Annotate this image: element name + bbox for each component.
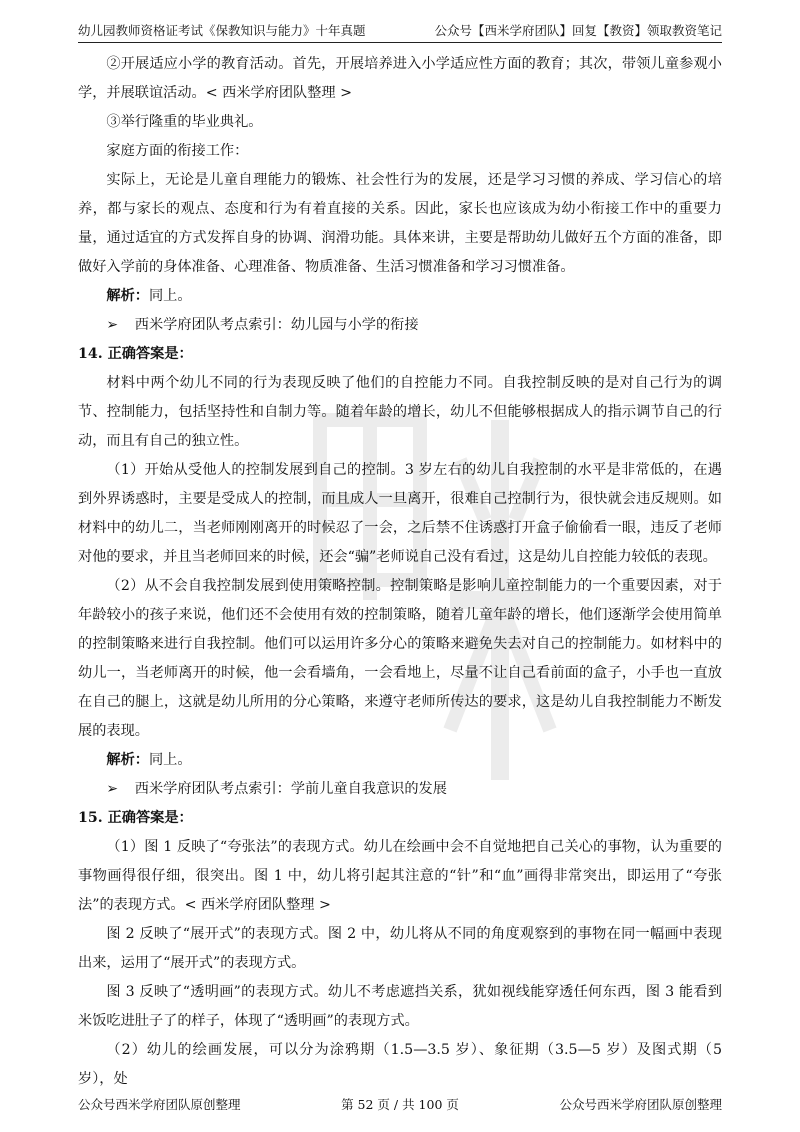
footer-right-text: 公众号西米学府团队原创整理 bbox=[559, 1097, 722, 1112]
analysis-text: 同上。 bbox=[148, 752, 192, 768]
paragraph-school-activities: ②开展适应小学的教育活动。首先，开展培养进入小学适应性方面的教育；其次，带领儿童参观小学，并展联谊活动。< 西米学府团队整理 > bbox=[78, 56, 722, 101]
page-content bbox=[78, 50, 722, 1094]
page-footer bbox=[78, 1094, 722, 1116]
page-header bbox=[78, 20, 722, 43]
question-15-heading: 15. 正确答案是： bbox=[78, 810, 193, 826]
index-line-1 bbox=[78, 311, 722, 340]
paragraph-family-work: 实际上，无论是儿童自理能力的锻炼、社会性行为的发展，还是学习习惯的养成、学习信心的培养，都与家长的观点、态度和行为有着直接的关系。因此，家长也应该成为幼小衔接工作中的重要力量，通过适宜的方式发挥自身的协调、润滑功能。具体来讲，主要是帮助幼儿做好五个方面的准备，即做好入学前的身体准备、心理准备、物质准备、生活习惯准备和学习习惯准备。 bbox=[78, 172, 722, 275]
analysis-label: 解析： bbox=[106, 752, 149, 768]
question-14-heading: 14. 正确答案是： bbox=[78, 346, 193, 362]
analysis-line-2 bbox=[78, 746, 722, 775]
index-text: 西米学府团队考点索引：幼儿园与小学的衔接 bbox=[134, 317, 419, 333]
q15-paragraph-3: 图 3 反映了“透明画”的表现方式。幼儿不考虑遮挡关系，犹如视线能穿透任何东西，图 3 能看到米饭吃进肚子了的样子，体现了“透明画”的表现方式。 bbox=[78, 984, 722, 1029]
q14-paragraph-3: （2）从不会自我控制发展到使用策略控制。控制策略是影响儿童控制能力的一个重要因素，对于年龄较小的孩子来说，他们还不会使用有效的控制策略，随着儿童年龄的增长，他们逐渐学会使用简单的控制策略来进行自我控制。他们可以运用许多分心的策略来避免失去对自己的控制能力。如材料中的幼儿一，当老师离开的时候，他一会看墙角，一会看地上，尽量不让自己看前面的盒子，小手也一直放在自己的腿上，这就是幼儿所用的分心策略，来遵守老师所传达的要求，这是幼儿自我控制能力不断发展的表现。 bbox=[78, 578, 722, 739]
q15-paragraph-1: （1）图 1 反映了“夸张法”的表现方式。幼儿在绘画中会不自觉地把自己关心的事物，认为重要的事物画得很仔细，很突出。图 1 中，幼儿将引起其注意的“针”和“血”画得非常突出，即运用了“夸张法”的表现方式。< 西米学府团队整理 > bbox=[78, 839, 722, 913]
q15-paragraph-4: （2）幼儿的绘画发展，可以分为涂鸦期（1.5—3.5 岁）、象征期（3.5—5 岁）及图式期（5 岁），处 bbox=[78, 1042, 722, 1087]
paragraph-graduation: ③举行隆重的毕业典礼。 bbox=[106, 114, 263, 130]
index-line-2 bbox=[78, 775, 722, 804]
q14-paragraph-1: 材料中两个幼儿不同的行为表现反映了他们的自控能力不同。自我控制反映的是对自己行为的调节、控制能力，包括坚持性和自制力等。随着年龄的增长，幼儿不但能够根据成人的指示调节自己的行动，而且有自己的独立性。 bbox=[78, 375, 722, 449]
q14-paragraph-2: （1）开始从受他人的控制发展到自己的控制。3 岁左右的幼儿自我控制的水平是非常低的，在遇到外界诱惑时，主要是受成人的控制，而且成人一旦离开，很难自己控制行为，很快就会违反规则。如材料中的幼儿二，当老师刚刚离开的时候忍了一会，之后禁不住诱惑打开盒子偷偷看一眼，违反了老师对他的要求，并且当老师回来的时候，还会“骗”老师说自己没有看过，这是幼儿自控能力较低的表现。 bbox=[78, 462, 722, 565]
paragraph-family-heading: 家庭方面的衔接工作： bbox=[106, 143, 249, 159]
analysis-text: 同上。 bbox=[148, 288, 192, 304]
header-left-text: 幼儿园教师资格证考试《保教知识与能力》十年真题 bbox=[78, 23, 366, 38]
footer-left-text: 公众号西米学府团队原创整理 bbox=[78, 1097, 241, 1112]
arrow-bullet-icon: ➢ bbox=[106, 781, 119, 797]
analysis-label: 解析： bbox=[106, 288, 149, 304]
header-right-text: 公众号【西米学府团队】回复【教资】领取教资笔记 bbox=[434, 23, 722, 38]
index-text: 西米学府团队考点索引：学前儿童自我意识的发展 bbox=[134, 781, 447, 797]
page-number: 第 52 页 / 共 100 页 bbox=[341, 1097, 459, 1112]
q15-paragraph-2: 图 2 反映了“展开式”的表现方式。图 2 中，幼儿将从不同的角度观察到的事物在同一幅画中表现出来，运用了“展开式”的表现方式。 bbox=[78, 926, 722, 971]
arrow-bullet-icon: ➢ bbox=[106, 317, 119, 333]
analysis-line-1 bbox=[78, 282, 722, 311]
